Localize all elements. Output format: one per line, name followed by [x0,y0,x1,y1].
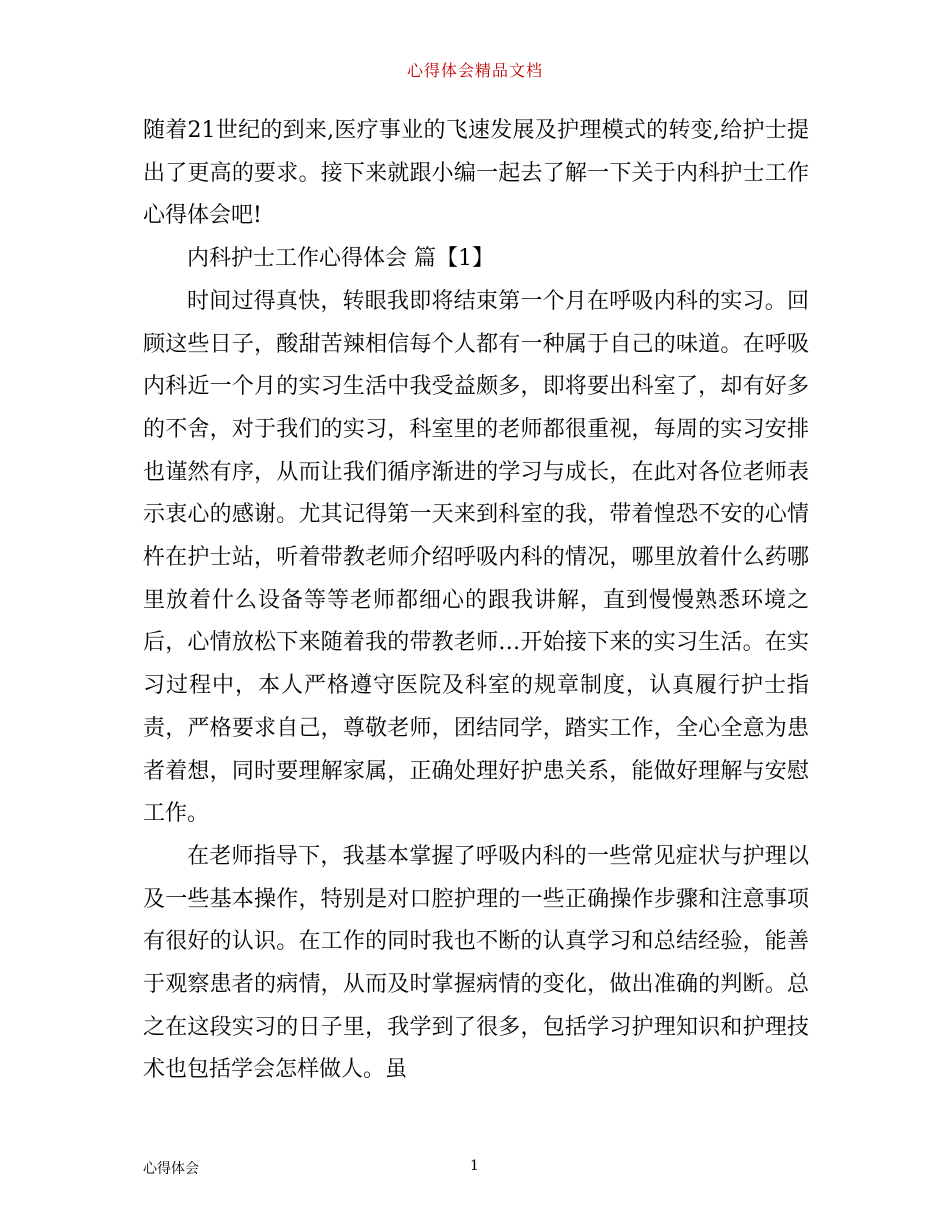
body-paragraph-1: 时间过得真快，转眼我即将结束第一个月在呼吸内科的实习。回顾这些日子，酸甜苦辣相信每个人都有一种属于自己的味道。在呼吸内科近一个月的实习生活中我受益颇多，即将要出科室了，却有好多的不舍，对于我们的实习，科室里的老师都很重视，每周的实习安排也谨然有序，从而让我们循序渐进的学习与成长，在此对各位老师表示衷心的感谢。尤其记得第一天来到科室的我，带着惶恐不安的心情杵在护士站，听着带教老师介绍呼吸内科的情况，哪里放着什么药哪里放着什么设备等等老师都细心的跟我讲解，直到慢慢熟悉环境之后，心情放松下来随着我的带教老师…开始接下来的实习生活。在实习过程中，本人严格遵守医院及科室的规章制度，认真履行护士指责，严格要求自己，尊敬老师，团结同学，踏实工作，全心全意为患者着想，同时要理解家属，正确处理好护患关系，能做好理解与安慰工作。 [143,288,809,827]
body-paragraph-2: 在老师指导下，我基本掌握了呼吸内科的一些常见症状与护理以及一些基本操作，特别是对口腔护理的一些正确操作步骤和注意事项有很好的认识。在工作的同时我也不断的认真学习和总结经验，能善于观察患者的病情，从而及时掌握病情的变化，做出准确的判断。总之在这段实习的日子里，我学到了很多，包括学习护理知识和护理技术也包括学会怎样做人。虽 [143,843,809,1083]
document-body [143,110,809,1092]
page-number: 1 [470,1158,479,1174]
document-header-title: 心得体会精品文档 [406,61,543,80]
section-heading: 内科护士工作心得体会 篇【1】 [187,246,494,272]
footer-label: 心得体会 [143,1161,199,1177]
intro-paragraph: 随着21世纪的到来,医疗事业的飞速发展及护理模式的转变,给护士提出了更高的要求。接下来就跟小编一起去了解一下关于内科护士工作心得体会吧! [143,118,809,229]
